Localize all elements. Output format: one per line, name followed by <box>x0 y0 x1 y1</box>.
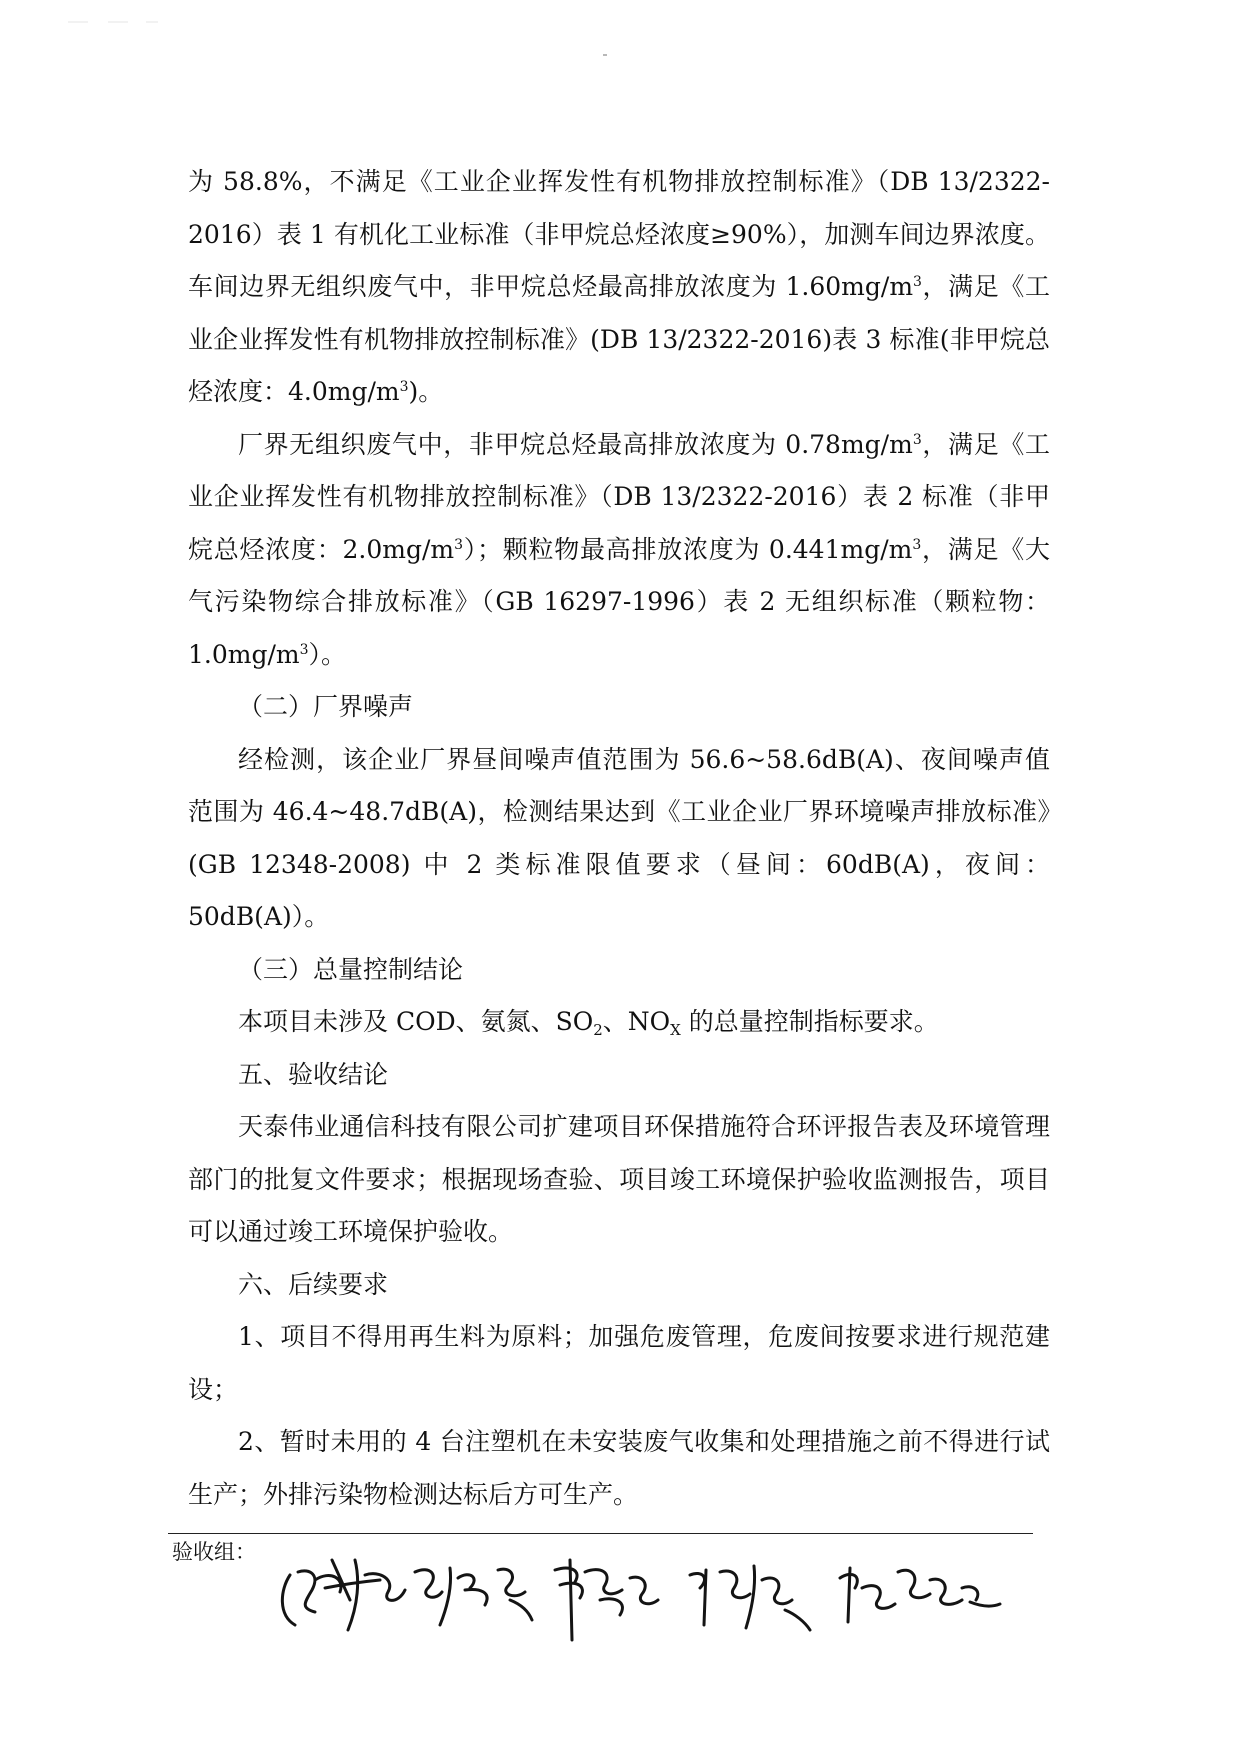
section-subheading <box>188 681 1050 734</box>
text-run: 厂界无组织废气中，非甲烷总烃最高排放浓度为 0.78mg/m <box>238 429 913 459</box>
text-run: 为 58.8%，不满足《工业企业挥发性有机物排放控制标准》（DB 13/2322-2016）表 1 有机化工业标准（非甲烷总烃浓度≥90%），加测车间边界浓度。车间边界无组织废气中，非甲烷总烃最高排放浓度为 1.60mg/m <box>188 167 1050 301</box>
scan-artifact-dot <box>603 54 607 56</box>
acceptance-group-label: 验收组： <box>172 1540 256 1564</box>
superscript: 3 <box>912 536 922 553</box>
body-paragraph <box>188 1101 1050 1259</box>
body-paragraph <box>188 419 1050 682</box>
text-run: （三）总量控制结论 <box>238 954 464 984</box>
text-run: ，满足《大气污染物综合排放标准》（GB 16297-1996）表 2 无组织标准（颗粒物：1.0mg/m <box>188 534 1050 669</box>
handwritten-signature-5 <box>840 1568 1000 1622</box>
handwritten-signature-1 <box>282 1560 405 1630</box>
text-run: 、NO <box>602 1007 671 1036</box>
subscript: X <box>670 1021 681 1039</box>
section-heading <box>188 1049 1050 1102</box>
section-subheading <box>188 944 1050 997</box>
text-run: 的总量控制指标要求。 <box>680 1007 939 1036</box>
body-paragraph <box>188 996 1050 1049</box>
text-run: 本项目未涉及 COD、氨氮、SO <box>238 1007 594 1036</box>
text-run: 五、验收结论 <box>238 1059 389 1089</box>
text-run: 2、暂时未用的 4 台注塑机在未安装废气收集和处理措施之前不得进行试生产；外排污染物检测达标后方可生产。 <box>188 1427 1050 1509</box>
scan-artifact-mark <box>68 18 178 26</box>
text-run: ）；颗粒物最高排放浓度为 0.441mg/m <box>463 534 913 564</box>
handwritten-signature-4 <box>690 1566 810 1630</box>
body-paragraph <box>188 734 1050 944</box>
body-text <box>188 156 1050 1521</box>
text-run: )。 <box>408 377 444 406</box>
acceptance-group-signatures <box>270 1530 1090 1650</box>
superscript: 3 <box>299 641 309 658</box>
superscript: 3 <box>913 274 922 290</box>
text-run: 天泰伟业通信科技有限公司扩建项目环保措施符合环评报告表及环境管理部门的批复文件要求；根据现场查验、项目竣工环境保护验收监测报告，项目可以通过竣工环境保护验收。 <box>188 1112 1050 1246</box>
text-run: 经检测，该企业厂界昼间噪声值范围为 56.6~58.6dB(A)、夜间噪声值范围为 46.4~48.7dB(A)，检测结果达到《工业企业厂界环境噪声排放标准》(GB 12348-2008) 中 2 类标准限值要求（昼间：60dB(A)，夜间：50dB(A)）。 <box>188 744 1050 931</box>
text-run: 六、后续要求 <box>238 1269 389 1299</box>
text-run: ）。 <box>308 639 347 669</box>
body-paragraph <box>188 1311 1050 1416</box>
text-run: 1、项目不得用再生料为原料；加强危废管理，危废间按要求进行规范建设； <box>188 1322 1050 1404</box>
text-run: （二）厂界噪声 <box>238 692 414 721</box>
handwritten-signature-2 <box>415 1568 532 1625</box>
text-run: ，满足《工业企业挥发性有机物排放控制标准》（DB 13/2322-2016）表 2 标准（非甲烷总烃浓度：2.0mg/m <box>188 429 1050 564</box>
superscript: 3 <box>912 431 922 448</box>
body-paragraph <box>188 1416 1050 1521</box>
handwritten-signature-3 <box>555 1560 658 1640</box>
superscript: 3 <box>399 379 409 395</box>
section-heading <box>188 1259 1050 1312</box>
body-paragraph <box>188 156 1050 419</box>
text-run: ，满足《工业企业挥发性有机物排放控制标准》(DB 13/2322-2016)表 3 标准(非甲烷总烃浓度：4.0mg/m <box>188 272 1050 406</box>
subscript: 2 <box>593 1021 603 1039</box>
superscript: 3 <box>454 536 464 553</box>
